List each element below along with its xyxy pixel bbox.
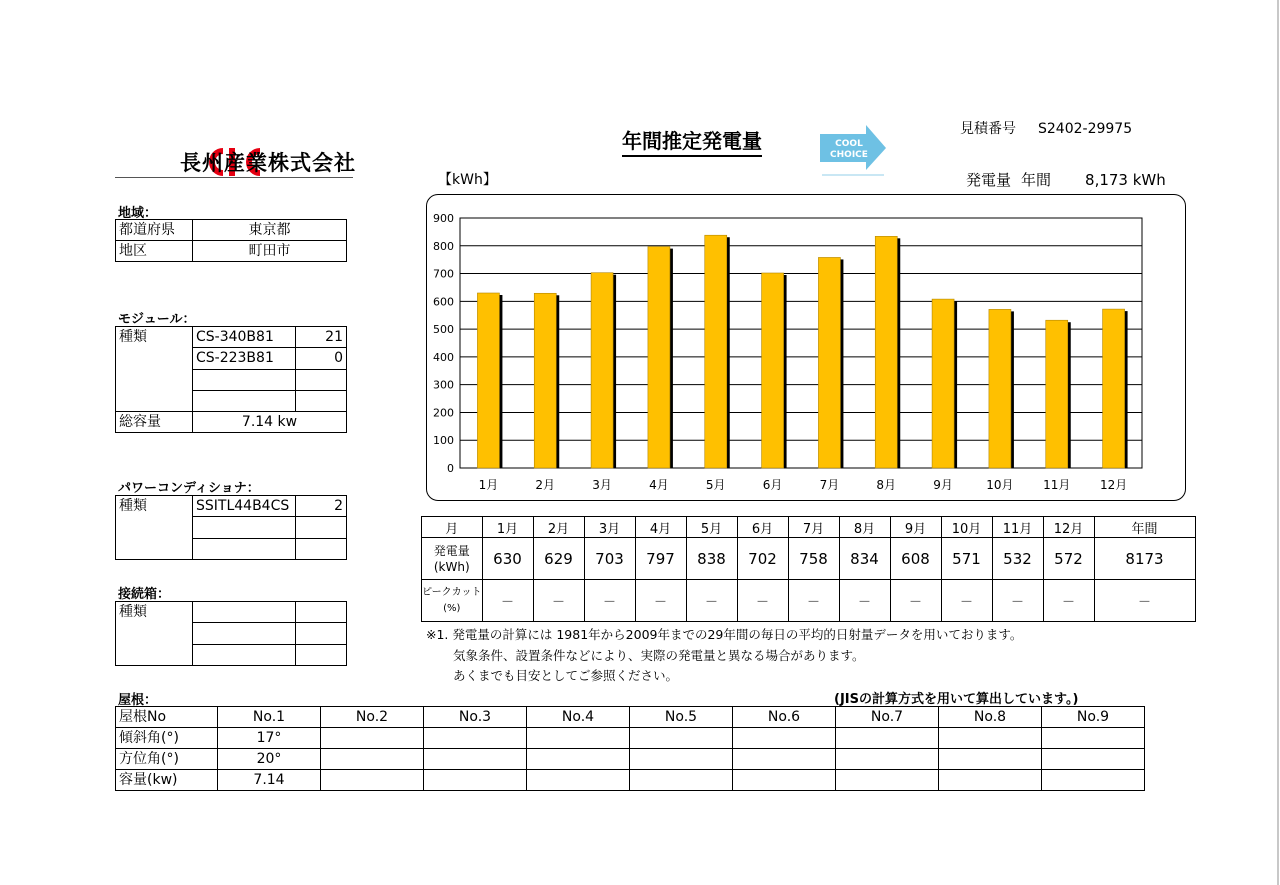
roof-cell bbox=[321, 749, 424, 770]
roof-section-label: 屋根： bbox=[118, 693, 158, 708]
month-header: 12月 bbox=[1043, 517, 1094, 538]
x-tick-label: 1月 bbox=[478, 478, 499, 492]
jb-count-3 bbox=[296, 644, 347, 665]
bar bbox=[705, 235, 727, 468]
page-right-border bbox=[1277, 0, 1279, 885]
roof-cell bbox=[939, 770, 1042, 791]
roof-cell: 7.14 bbox=[218, 770, 321, 791]
roof-cell bbox=[733, 749, 836, 770]
peak-cut-cell: － bbox=[686, 580, 737, 622]
y-tick-label: 200 bbox=[433, 406, 454, 420]
generation-cell: 608 bbox=[890, 538, 941, 580]
roof-cell bbox=[939, 749, 1042, 770]
month-header: 10月 bbox=[941, 517, 992, 538]
bar bbox=[762, 273, 784, 468]
roof-cell bbox=[424, 770, 527, 791]
generation-row-label bbox=[422, 538, 483, 580]
roof-cell bbox=[733, 770, 836, 791]
roof-cell bbox=[939, 728, 1042, 749]
jis-note: (JISの計算方式を用いて算出しています。) bbox=[834, 692, 1079, 707]
generation-cell: 630 bbox=[482, 538, 533, 580]
monthly-table bbox=[421, 516, 1196, 622]
roof-cell bbox=[1042, 749, 1145, 770]
generation-cell: 703 bbox=[584, 538, 635, 580]
company-name: 長州産業株式会社 bbox=[180, 151, 356, 175]
x-tick-label: 8月 bbox=[876, 478, 897, 492]
month-header: 3月 bbox=[584, 517, 635, 538]
x-tick-label: 10月 bbox=[986, 478, 1014, 492]
y-tick-label: 600 bbox=[433, 295, 454, 309]
x-tick-label: 6月 bbox=[762, 478, 783, 492]
generation-label-1: 発電量 bbox=[433, 543, 470, 558]
peak-cut-cell: － bbox=[788, 580, 839, 622]
generation-total-cell: 8173 bbox=[1094, 538, 1195, 580]
x-tick-label: 7月 bbox=[819, 478, 840, 492]
peak-cut-cell: － bbox=[533, 580, 584, 622]
region-table bbox=[115, 219, 347, 262]
module-count-1: 21 bbox=[296, 327, 347, 348]
module-name-1: CS-340B81 bbox=[193, 327, 296, 348]
roof-row-label: 方位角(°) bbox=[116, 749, 218, 770]
module-section-label: モジュール： bbox=[118, 312, 196, 327]
note-line-1: ※1. 発電量の計算には 1981年から2009年までの29年間の毎日の平均的日射量データを用いております。 bbox=[426, 627, 1023, 642]
roof-column-header: No.3 bbox=[424, 707, 527, 728]
generation-cell: 797 bbox=[635, 538, 686, 580]
y-tick-label: 900 bbox=[433, 212, 454, 225]
roof-header-label: 屋根No bbox=[116, 707, 218, 728]
power-conditioner-table bbox=[115, 495, 347, 560]
roof-row-label: 傾斜角(°) bbox=[116, 728, 218, 749]
estimate-label: 見積番号 bbox=[960, 121, 1016, 137]
roof-cell bbox=[527, 749, 630, 770]
month-header: 8月 bbox=[839, 517, 890, 538]
generation-cell: 571 bbox=[941, 538, 992, 580]
pc-count-3 bbox=[296, 538, 347, 559]
cool-choice-text-1: COOL bbox=[835, 139, 863, 149]
roof-column-header: No.8 bbox=[939, 707, 1042, 728]
roof-cell bbox=[424, 728, 527, 749]
estimate-number-line bbox=[960, 118, 1132, 138]
prefecture-value: 東京都 bbox=[193, 220, 347, 241]
roof-cell bbox=[527, 770, 630, 791]
module-type-label: 種類 bbox=[116, 327, 193, 412]
region-section-label: 地域： bbox=[118, 206, 158, 221]
roof-table bbox=[115, 706, 1145, 791]
module-table bbox=[115, 326, 347, 433]
y-tick-label: 0 bbox=[447, 462, 454, 475]
annual-label: 発電量 bbox=[966, 171, 1012, 189]
peak-cut-total-cell: － bbox=[1094, 580, 1195, 622]
year-header: 年間 bbox=[1094, 517, 1195, 538]
chart-unit-label: 【kWh】 bbox=[438, 172, 497, 188]
roof-column-header: No.2 bbox=[321, 707, 424, 728]
roof-column-header: No.6 bbox=[733, 707, 836, 728]
bar bbox=[1103, 309, 1125, 468]
jb-name-3 bbox=[193, 644, 296, 665]
roof-cell bbox=[836, 728, 939, 749]
junction-box-section-label: 接続箱： bbox=[118, 587, 171, 602]
module-count-4 bbox=[296, 390, 347, 411]
logo-underline bbox=[115, 177, 353, 178]
roof-column-header: No.9 bbox=[1042, 707, 1145, 728]
month-header: 7月 bbox=[788, 517, 839, 538]
page-title: 年間推定発電量 bbox=[622, 125, 762, 157]
peak-cut-cell: － bbox=[482, 580, 533, 622]
roof-column-header: No.1 bbox=[218, 707, 321, 728]
junction-box-table bbox=[115, 601, 347, 666]
note-line-2: 気象条件、設置条件などにより、実際の発電量と異なる場合があります。 bbox=[453, 648, 865, 663]
total-capacity-label: 総容量 bbox=[116, 412, 193, 433]
peak-cut-cell: － bbox=[992, 580, 1043, 622]
bar bbox=[932, 299, 954, 468]
x-tick-label: 9月 bbox=[933, 478, 953, 492]
peak-label-1: ピークカット bbox=[422, 586, 482, 598]
roof-cell bbox=[733, 728, 836, 749]
total-capacity-value: 7.14 kw bbox=[193, 412, 347, 433]
jb-name-1 bbox=[193, 602, 296, 623]
jb-name-2 bbox=[193, 623, 296, 644]
bar bbox=[875, 236, 897, 468]
pc-name-1: SSITL44B4CS bbox=[193, 496, 296, 517]
module-count-2: 0 bbox=[296, 348, 347, 369]
roof-cell bbox=[527, 728, 630, 749]
bar bbox=[648, 247, 670, 468]
y-tick-label: 100 bbox=[433, 434, 454, 448]
x-tick-label: 5月 bbox=[705, 478, 726, 492]
module-name-4 bbox=[193, 390, 296, 411]
prefecture-label: 都道府県 bbox=[116, 220, 193, 241]
bar bbox=[989, 309, 1011, 468]
annual-period: 年間 bbox=[1021, 171, 1052, 189]
x-tick-label: 4月 bbox=[649, 478, 669, 492]
roof-cell bbox=[321, 728, 424, 749]
roof-column-header: No.5 bbox=[630, 707, 733, 728]
pc-type-label: 種類 bbox=[116, 496, 193, 560]
power-conditioner-section-label: パワーコンディショナ： bbox=[118, 481, 260, 496]
jb-count-1 bbox=[296, 602, 347, 623]
district-label: 地区 bbox=[116, 241, 193, 262]
jb-type-label: 種類 bbox=[116, 602, 193, 666]
y-tick-label: 300 bbox=[433, 378, 454, 392]
month-header-label: 月 bbox=[422, 517, 483, 538]
annual-value: 8,173 kWh bbox=[1085, 171, 1166, 189]
roof-cell: 20° bbox=[218, 749, 321, 770]
roof-cell: 17° bbox=[218, 728, 321, 749]
month-header: 2月 bbox=[533, 517, 584, 538]
roof-cell bbox=[321, 770, 424, 791]
roof-cell bbox=[1042, 728, 1145, 749]
roof-cell bbox=[836, 749, 939, 770]
pc-count-2 bbox=[296, 517, 347, 538]
jb-count-2 bbox=[296, 623, 347, 644]
y-tick-label: 800 bbox=[433, 239, 454, 253]
bar bbox=[477, 293, 499, 468]
peak-cut-cell: － bbox=[1043, 580, 1094, 622]
roof-cell bbox=[630, 770, 733, 791]
generation-cell: 702 bbox=[737, 538, 788, 580]
x-tick-label: 2月 bbox=[535, 478, 556, 492]
roof-cell bbox=[630, 749, 733, 770]
x-tick-label: 11月 bbox=[1043, 478, 1071, 492]
peak-label-2: (%) bbox=[443, 602, 461, 614]
module-name-3 bbox=[193, 369, 296, 390]
bar bbox=[591, 273, 613, 468]
pc-count-1: 2 bbox=[296, 496, 347, 517]
module-count-3 bbox=[296, 369, 347, 390]
roof-cell bbox=[424, 749, 527, 770]
peak-cut-cell: － bbox=[635, 580, 686, 622]
roof-column-header: No.7 bbox=[836, 707, 939, 728]
module-name-2: CS-223B81 bbox=[193, 348, 296, 369]
month-header: 1月 bbox=[482, 517, 533, 538]
generation-label-2: (kWh) bbox=[433, 559, 470, 574]
month-header: 6月 bbox=[737, 517, 788, 538]
y-tick-label: 500 bbox=[433, 323, 454, 337]
pc-name-2 bbox=[193, 517, 296, 538]
roof-cell bbox=[1042, 770, 1145, 791]
bar bbox=[1046, 320, 1068, 468]
pc-name-3 bbox=[193, 538, 296, 559]
generation-cell: 572 bbox=[1043, 538, 1094, 580]
district-value: 町田市 bbox=[193, 241, 347, 262]
peak-cut-row-label bbox=[422, 580, 483, 622]
month-header: 9月 bbox=[890, 517, 941, 538]
monthly-generation-chart bbox=[426, 194, 1186, 501]
peak-cut-cell: － bbox=[890, 580, 941, 622]
roof-row-label: 容量(kw) bbox=[116, 770, 218, 791]
generation-cell: 838 bbox=[686, 538, 737, 580]
annual-generation-line bbox=[966, 169, 1166, 190]
bar bbox=[818, 257, 840, 468]
peak-cut-cell: － bbox=[584, 580, 635, 622]
roof-cell bbox=[836, 770, 939, 791]
peak-cut-cell: － bbox=[737, 580, 788, 622]
note-line-3: あくまでも目安としてご参照ください。 bbox=[453, 668, 679, 683]
bar bbox=[534, 293, 556, 468]
month-header: 11月 bbox=[992, 517, 1043, 538]
roof-column-header: No.4 bbox=[527, 707, 630, 728]
generation-cell: 758 bbox=[788, 538, 839, 580]
y-tick-label: 700 bbox=[433, 267, 454, 281]
x-tick-label: 12月 bbox=[1099, 478, 1128, 492]
peak-cut-cell: － bbox=[941, 580, 992, 622]
roof-cell bbox=[630, 728, 733, 749]
peak-cut-cell: － bbox=[839, 580, 890, 622]
generation-cell: 629 bbox=[533, 538, 584, 580]
plot-area bbox=[460, 218, 1142, 468]
y-tick-label: 400 bbox=[433, 350, 454, 364]
estimate-number: S2402-29975 bbox=[1038, 121, 1133, 137]
month-header: 5月 bbox=[686, 517, 737, 538]
month-header: 4月 bbox=[635, 517, 686, 538]
x-tick-label: 3月 bbox=[592, 478, 612, 492]
generation-cell: 532 bbox=[992, 538, 1043, 580]
generation-cell: 834 bbox=[839, 538, 890, 580]
cool-choice-text-2: CHOICE bbox=[830, 150, 868, 160]
cool-choice-logo bbox=[818, 124, 888, 180]
